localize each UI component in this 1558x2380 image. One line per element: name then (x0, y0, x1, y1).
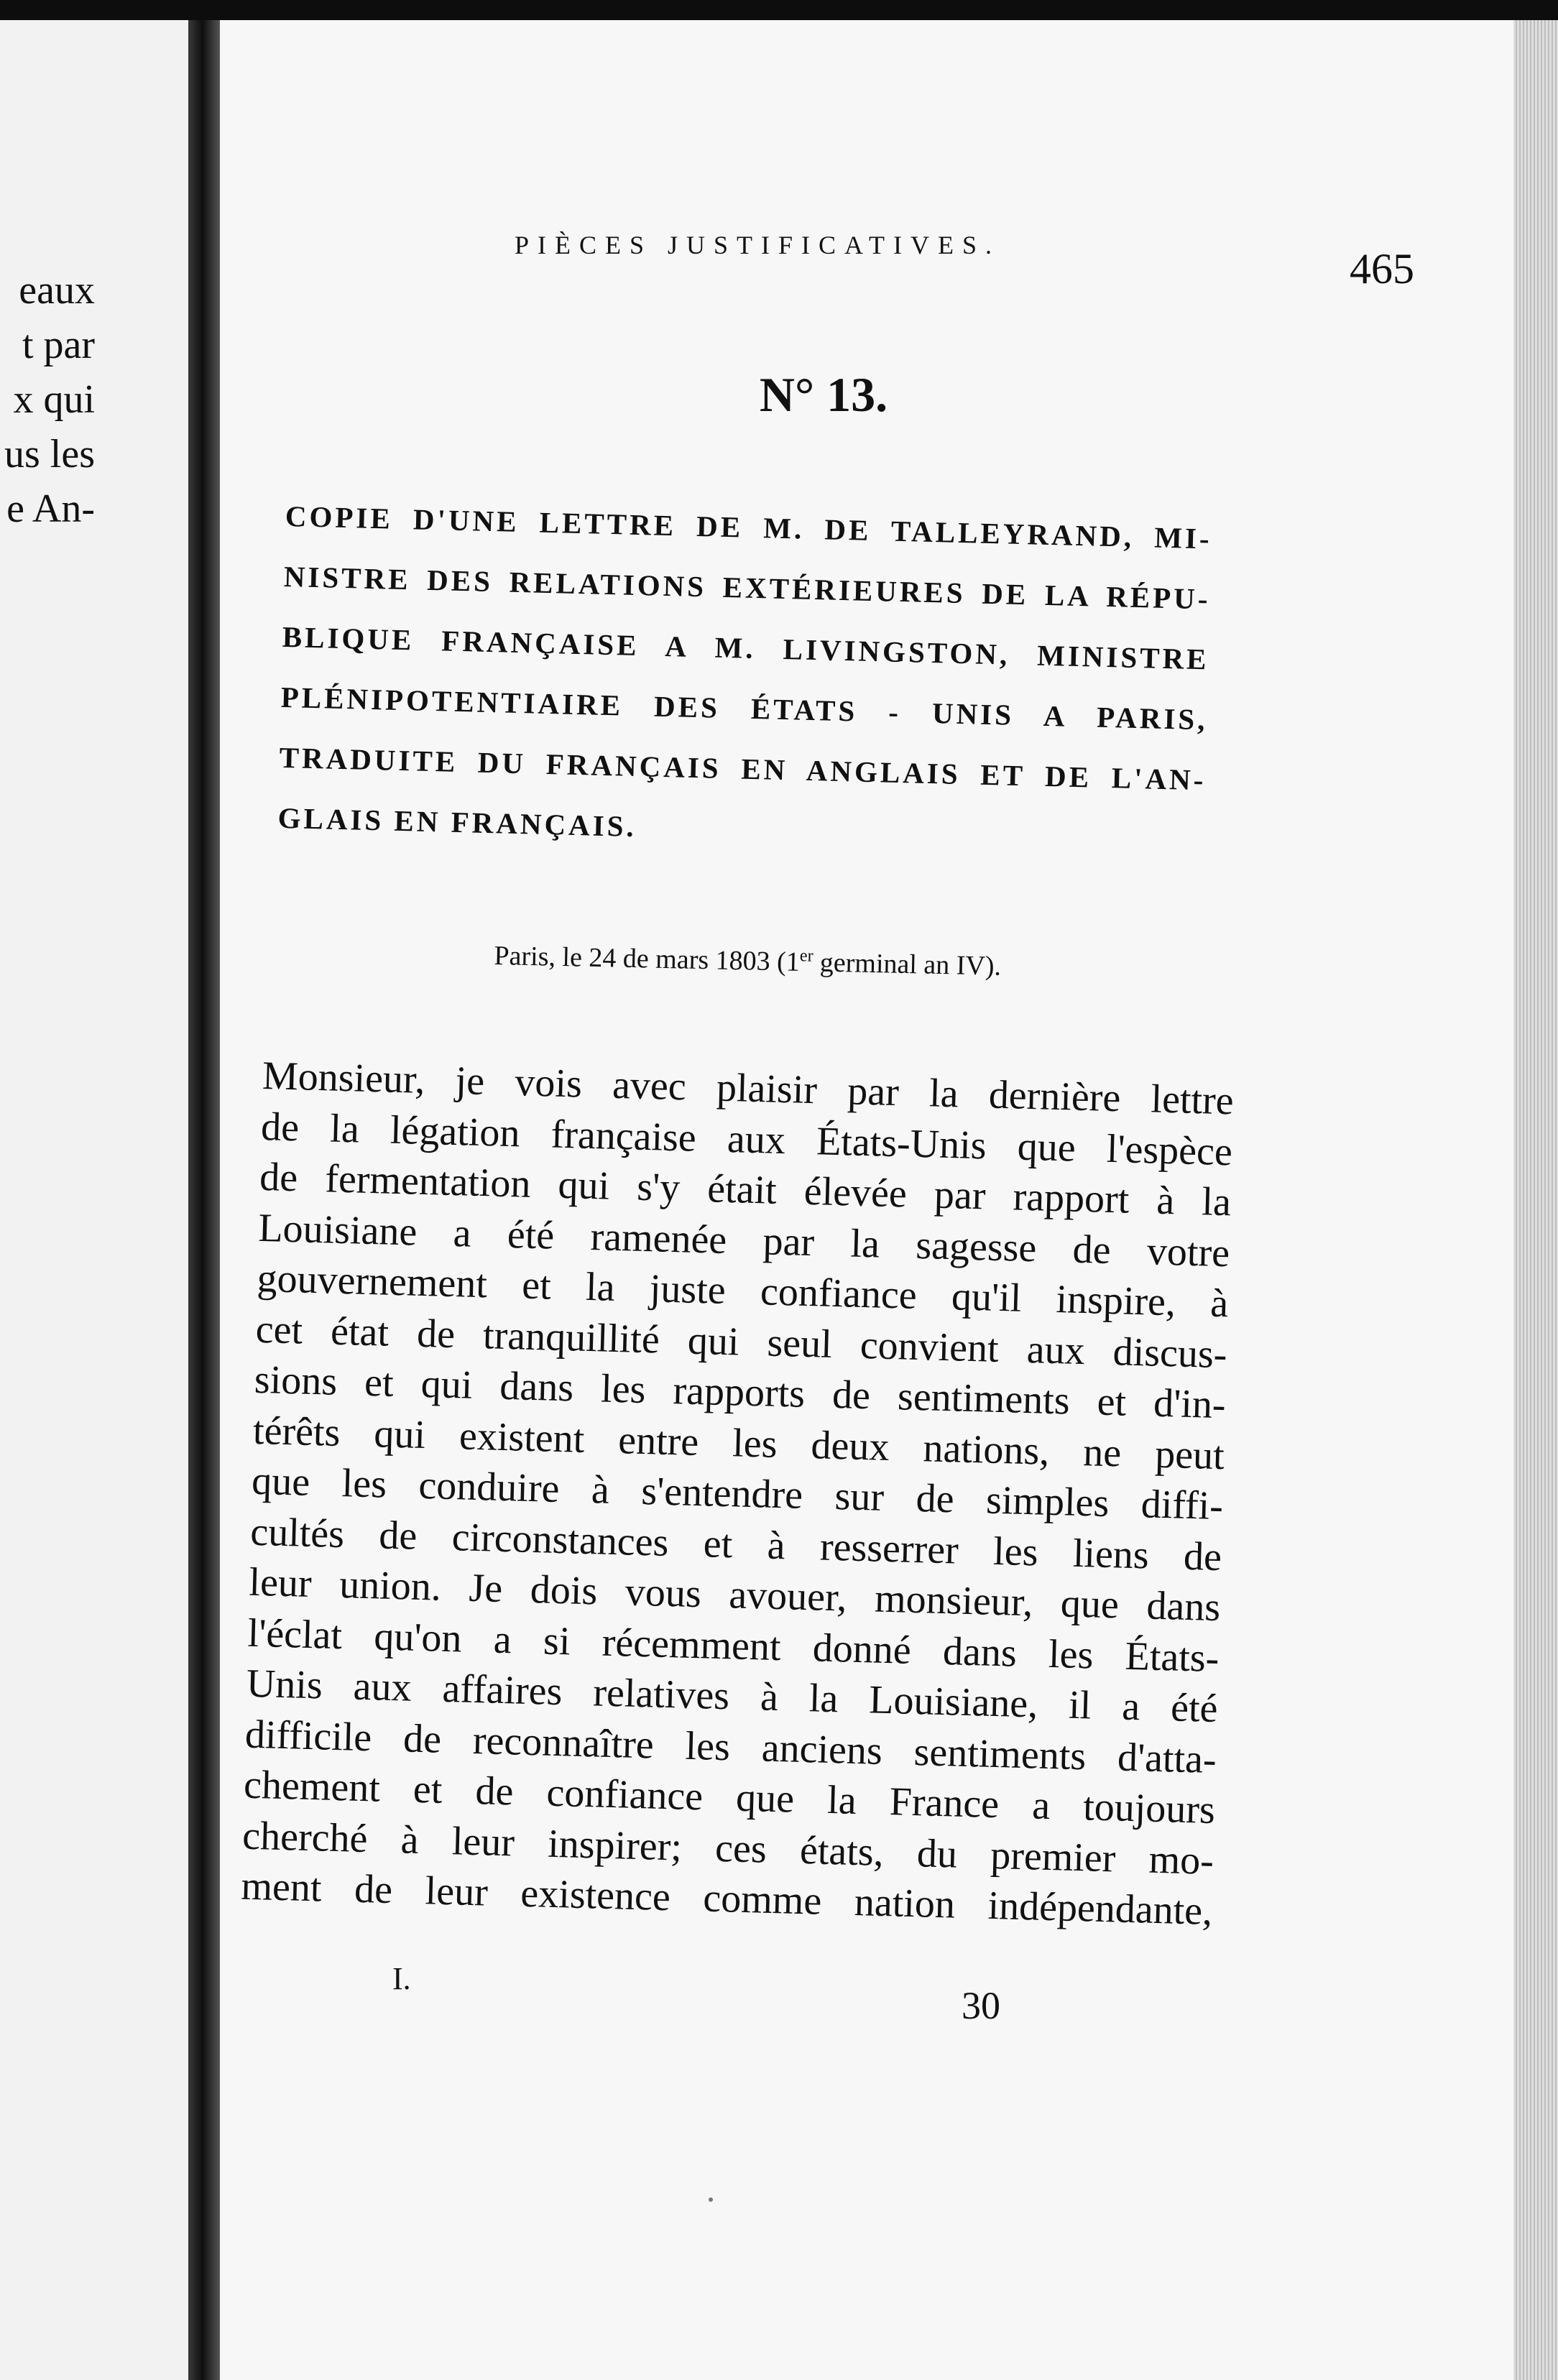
dateline-superscript: er (799, 946, 813, 966)
body-line: ment de leur existence comme nation indépendante, (240, 1863, 1213, 1934)
body-line: sions et qui dans les rapports de sentiments et d'in- (254, 1357, 1227, 1428)
running-head: PIÈCES JUSTIFICATIVES. (515, 231, 1001, 259)
body-line: Unis aux affaires relatives à la Louisiane, il a été (246, 1661, 1219, 1732)
signature-mark: I. (392, 1961, 411, 1996)
body-line: Monsieur, je vois avec plaisir par la dernière lettre (262, 1053, 1235, 1124)
dateline-tail: germinal an IV). (812, 947, 1002, 982)
heading-line: BLIQUE FRANÇAISE A M. LIVINGSTON, MINISTRE (282, 619, 1210, 676)
body-line: l'éclat qu'on a si récemment donné dans les États- (246, 1610, 1220, 1681)
body-line: de fermentation qui s'y était élevée par rapport à la (259, 1154, 1232, 1225)
body-line: cultés de circonstances et à resserrer les liens de (249, 1509, 1222, 1579)
paper-speck (709, 2197, 713, 2202)
book-gutter (188, 20, 220, 2380)
heading-line: NISTRE DES RELATIONS EXTÉRIEURES DE LA RÉPU- (283, 559, 1212, 616)
page-edges (1513, 20, 1558, 2380)
body-line: de la légation française aux États-Unis que l'espèce (260, 1104, 1233, 1174)
body-line: chement et de confiance que la France a toujours (243, 1762, 1216, 1833)
body-line: difficile de reconnaître les anciens sentiments d'atta- (244, 1712, 1217, 1782)
heading-line: PLÉNIPOTENTIAIRE DES ÉTATS - UNIS A PARIS, (280, 680, 1208, 737)
document-number: N° 13. (759, 367, 888, 422)
dateline (494, 940, 1001, 982)
facing-page-left (0, 20, 188, 2380)
body-line: leur union. Je dois vous avouer, monsieur, que dans (248, 1559, 1221, 1631)
dateline-main: Paris, le 24 de mars 1803 (1 (494, 940, 801, 977)
body-line: térêts qui existent entre les deux nations, ne peut (252, 1408, 1225, 1478)
body-line: cherché à leur inspirer; ces états, du premier mo- (241, 1813, 1214, 1883)
facing-fragment: eaux (19, 268, 95, 313)
facing-fragment: e An- (6, 486, 95, 531)
heading-line: COPIE D'UNE LETTRE DE M. DE TALLEYRAND, MI- (285, 499, 1213, 555)
body-line: gouvernement et la juste confiance qu'il inspire, à (256, 1255, 1230, 1327)
facing-fragment: t par (22, 323, 95, 367)
scan-border-top (0, 0, 1558, 20)
body-line: cet état de tranquillité qui seul convient aux discus- (255, 1306, 1228, 1377)
document-heading (277, 486, 1213, 870)
page-number: 465 (1350, 245, 1414, 292)
facing-page-text (4, 263, 95, 536)
main-page (220, 20, 1513, 2380)
heading-line: TRADUITE DU FRANÇAIS EN ANGLAIS ET DE L'AN- (279, 740, 1207, 797)
sheet-number: 30 (962, 1984, 1000, 2027)
facing-fragment: us les (4, 432, 95, 476)
body-line: que les conduire à s'entendre sur de simples diffi- (251, 1458, 1224, 1529)
facing-fragment: x qui (13, 377, 95, 422)
heading-line: GLAIS EN FRANÇAIS. (277, 801, 637, 844)
letter-body (241, 1051, 1235, 1937)
body-line: Louisiane a été ramenée par la sagesse de votre (257, 1205, 1230, 1276)
